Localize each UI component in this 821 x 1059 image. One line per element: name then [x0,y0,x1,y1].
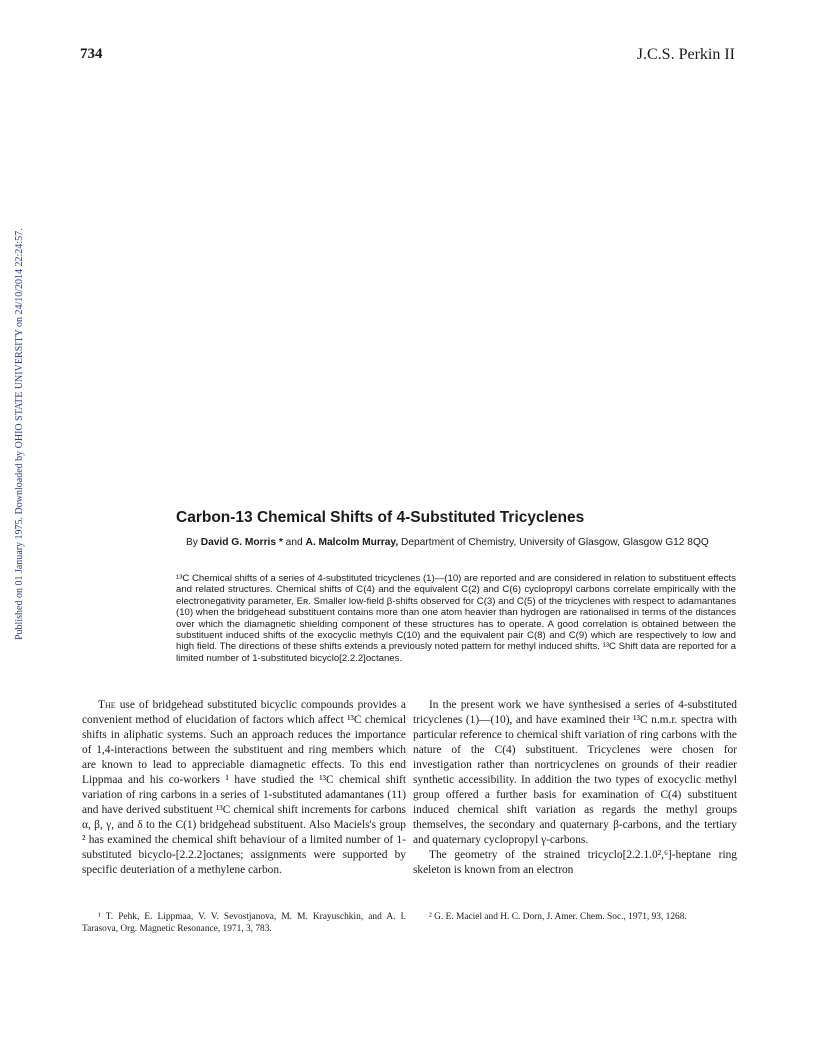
footnote-2: ² G. E. Maciel and H. C. Dorn, J. Amer. Chem. Soc., 1971, 93, 1268. [429,912,687,922]
paragraph-text: use of bridgehead substituted bicyclic compounds provides a convenient method of elucidation of factors which affect ¹³C chemical shifts in aliphatic systems. Such an approach reduces the importance of 1,4-interactions between the substituent and ring members which are known to lead to appreciable diamagnetic effects. To this end Lippmaa and his co-workers ¹ have studied the ¹³C chemical shift variation of ring carbons in a series of 1-substituted adamantanes (11) and have derived substituent ¹³C chemical shift increments for carbons α, β, γ, and δ to the C(1) bridgehead substituent. Also Maciels's group ² has examined the chemical shift behaviour of a limited number of 1-substituted bicyclo-[2.2.2]octanes; assignments were supported by specific deuteriation of a methylene carbon. [82,699,406,876]
author-name: David G. Morris [200,537,277,548]
footnote-1: ¹ T. Pehk, E. Lippmaa, V. V. Sevostjanova, M. M. Krayuschkin, and A. I. Tarasova, Org. Magnetic Resonance, 1971, 3, 783. [82,912,406,934]
article-title: Carbon-13 Chemical Shifts of 4-Substituted Tricyclenes [176,509,585,526]
download-notice[interactable]: Published on 01 January 1975. Downloaded by OHIO STATE UNIVERSITY on 24/10/2014 22:24:57. [14,228,25,640]
author-conjunction: and [282,537,306,548]
body-paragraph: In the present work we have synthesised a series of 4-substituted tricyclenes (1)—(10), and have examined their ¹³C n.m.r. spectra with particular reference to chemical shift variation of ring carbons with the nature of the C(4) substituent. Tricyclenes were chosen for investigation rather than nortricyclenes on grounds of their readier synthetic accessibility. In addition the two types of exocyclic methyl group offered a further basis for examination of C(4) substituent induced chemical shift variation as regards the methyl groups themselves, the secondary and quaternary β-carbons, and the tertiary and quaternary cyclopropyl γ-carbons. [413,699,737,846]
abstract: ¹³C Chemical shifts of a series of 4-substituted tricyclenes (1)—(10) are reported and are considered in relation to substituent effects and related structures. Chemical shifts of C(4) and the equivalent C(2) and C(6) cyclopropyl carbons correlate empirically with the electronegativity parameter, Eʀ. Smaller low-field β-shifts observed for C(3) and C(5) of the tricyclenes with respect to adamantanes (10) when the bridgehead substituent contains more than one atom heavier than hydrogen are rationalised in terms of the distances over which the diamagnetic shielding component of these structures has to operate. A good correlation is obtained between the substituent induced shifts of the exocyclic methyls C(10) and the equivalent pair C(8) and C(9) which are respectively to low and high field. The directions of these shifts extends a previously noted pattern for methyl induced shifts. ¹³C Shift data are reported for a limited number of 1-substituted bicyclo[2.2.2]octanes. [176,573,736,664]
body-paragraph: The geometry of the strained tricyclo[2.2.1.0²,⁶]-heptane ring skeleton is known from an electron [413,849,737,876]
author-block [186,537,742,550]
lead-word: The [98,699,116,711]
body-column-right [413,698,737,878]
body-column-left [82,698,406,878]
byline-prefix: By [186,537,198,548]
journal-name: J.C.S. Perkin II [636,46,735,63]
page-number: 734 [80,46,103,62]
corresponding-mark: * [276,537,283,548]
body-paragraph [82,698,406,878]
author-name: A. Malcolm Murray, [305,537,399,548]
affiliation: Department of Chemistry, University of Glasgow, Glasgow G12 8QQ [398,537,709,548]
